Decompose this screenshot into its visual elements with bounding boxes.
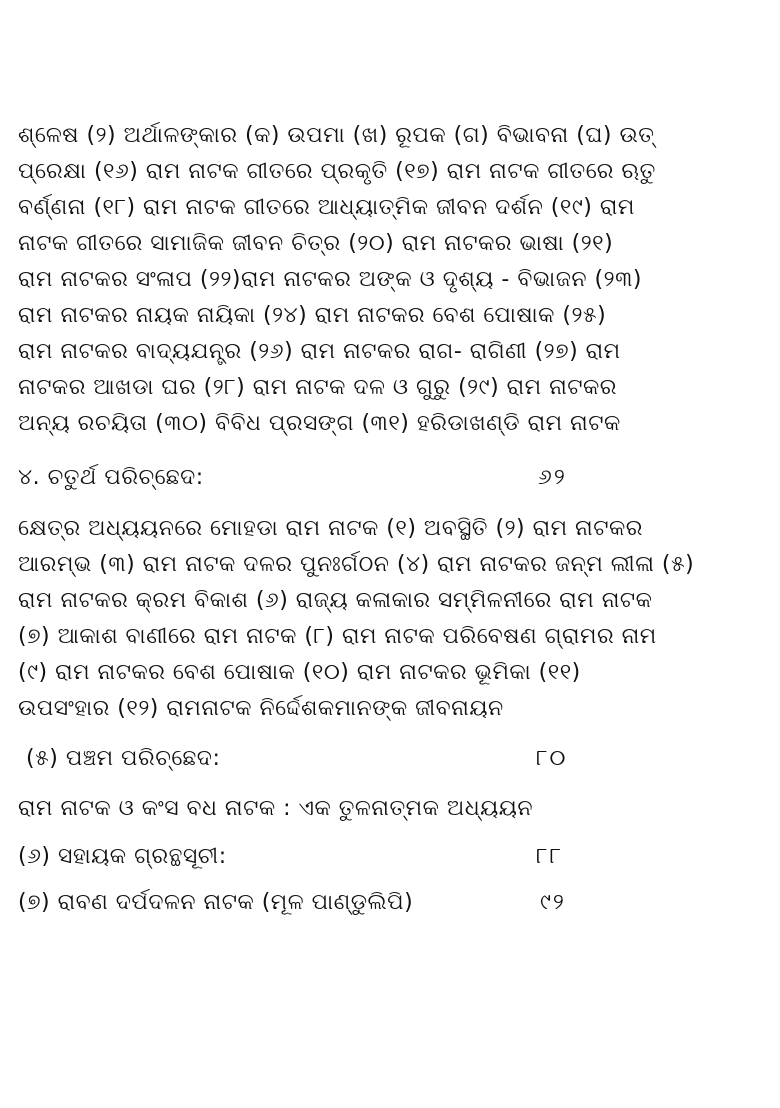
text-line: ରାମ ନାଟକର ବାଦ୍ୟଯନ୍ତ୍ର (୨୬) ରାମ ନାଟକର ରାଗ- ରାଗିଣୀ (୨୭) ରାମ (18, 339, 621, 364)
chapter6-page-number: ୮୮ (536, 844, 563, 869)
text-line: କ୍ଷେତ୍ର ଅଧ୍ୟୟନରେ ମୋହଡା ରାମ ନାଟକ (୧) ଅବସ୍ଥିତି (୨) ରାମ ନାଟକର (18, 516, 643, 541)
text-line: ଶ୍ଳେଷ (୨) ଅର୍ଥାଳଙ୍କାର (କ) ଉପମା (ଖ) ରୂପକ (ଗ) ବିଭାବନା (ଘ) ଉତ୍ (18, 123, 655, 148)
text-line: ରାମ ନାଟକର ନାୟକ ନାୟିକା (୨୪) ରାମ ନାଟକର ବେଶ ପୋଷାକ (୨୫) (18, 303, 607, 328)
text-line: ରାମ ନାଟକର କ୍ରମ ବିକାଶ (୬) ରାଜ୍ୟ କଳାକାର ସମ୍ମିଳନୀରେ ରାମ ନାଟକ (18, 588, 653, 613)
text-line: ଆରମ୍ଭ (୩) ରାମ ନାଟକ ଦଳର ପୁନଃର୍ଗଠନ (୪) ରାମ ନାଟକର ଜନ୍ମ ଲୀଳା (୫) (18, 552, 695, 577)
text-line: ପ୍ରେକ୍ଷା (୧୬) ରାମ ନାଟକ ଗୀତରେ ପ୍ରକୃତି (୧୭) ରାମ ନାଟକ ଗୀତରେ ଋତୁ (18, 159, 656, 184)
text-line: (୯) ରାମ ନାଟକର ବେଶ ପୋଷାକ (୧୦) ରାମ ନାଟକର ଭୂମିକା (୧୧) (18, 660, 581, 685)
text-line: ଉପସଂହାର (୧୨) ରାମନାଟକ ନିର୍ଦ୍ଦେଶକମାନଙ୍କ ଜୀବନାୟନ (18, 696, 504, 721)
text-line: ବର୍ଣ୍ଣନା (୧୮) ରାମ ନାଟକ ଗୀତରେ ଆଧ୍ୟାତ୍ମିକ ଜୀବନ ଦର୍ଶନ (୧୯) ରାମ (18, 195, 635, 220)
text-line: ନାଟକ ଗୀତରେ ସାମାଜିକ ଜୀବନ ଚିତ୍ର (୨୦) ରାମ ନାଟକର ଭାଷା (୨୧) (18, 231, 614, 256)
chapter5-page-number: ୮୦ (536, 746, 568, 771)
text-line: ନାଟକର ଆଖଡା ଘର (୨୮) ରାମ ନାଟକ ଦଳ ଓ ଗୁରୁ (୨୯) ରାମ ନାଟକର (18, 375, 617, 400)
chapter5-description: ରାମ ନାଟକ ଓ କଂସ ବଧ ନାଟକ : ଏକ ତୁଳନାତ୍ମକ ଅଧ୍ୟୟନ (18, 796, 534, 821)
chapter6-title: (୬) ସହାୟକ ଗ୍ରନ୍ଥସୂଚୀ: (18, 844, 227, 869)
chapter7-page-number: ୯୨ (540, 890, 566, 915)
text-line: ରାମ ନାଟକର ସଂଳାପ (୨୨)ରାମ ନାଟକର ଅଙ୍କ ଓ ଦୃଶ୍ୟ - ବିଭାଜନ (୨୩) (18, 267, 642, 292)
chapter4-page-number: ୬୨ (538, 465, 567, 490)
text-line: ଅନ୍ୟ ରଚୟିତା (୩୦) ବିବିଧ ପ୍ରସଙ୍ଗ (୩୧) ହରିଡାଖଣ୍ଡି ରାମ ନାଟକ (18, 411, 621, 436)
chapter7-title: (୭) ରାବଣ ଦର୍ପଦଳନ ନାଟକ (ମୂଳ ପାଣ୍ଡୁଲିପି) (18, 890, 414, 915)
chapter5-title: (୫) ପଞ୍ଚମ ପରିଚ୍ଛେଦ: (26, 746, 221, 771)
text-line: (୭) ଆକାଶ ବାଣୀରେ ରାମ ନାଟକ (୮) ରାମ ନାଟକ ପରିବେଷଣ ଗ୍ରାମର ନାମ (18, 624, 657, 649)
chapter4-title: ୪. ଚତୁର୍ଥ ପରିଚ୍ଛେଦ: (18, 465, 204, 490)
